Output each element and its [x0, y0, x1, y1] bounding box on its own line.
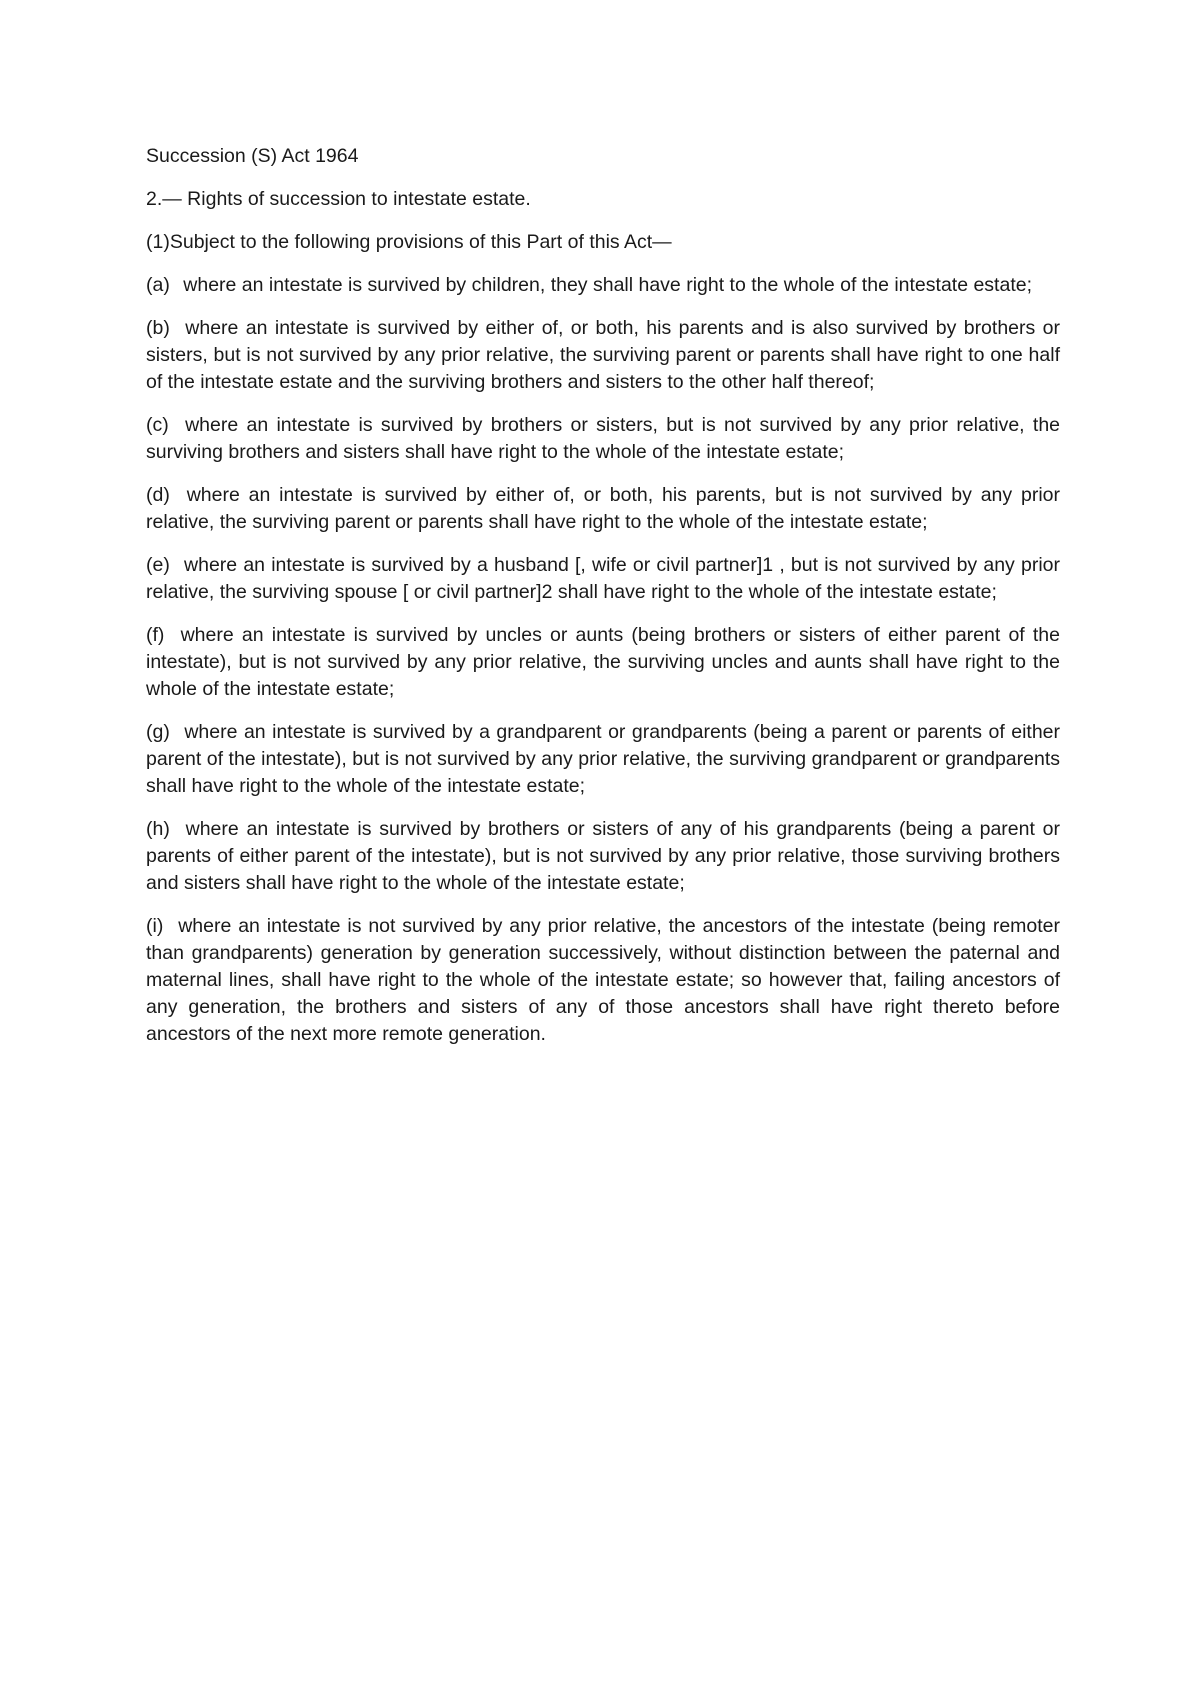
- clause-h: [146, 816, 1060, 897]
- clause-e: [146, 552, 1060, 606]
- clause-label: (e): [146, 554, 170, 576]
- document-title: Succession (S) Act 1964: [146, 145, 359, 167]
- clause-text: where an intestate is survived by uncles or aunts (being brothers or sisters of either parent of the intestate), but is not survived by any prior relative, the surviving uncles and aunts shall have right to the whole of the intestate estate;: [146, 624, 1060, 700]
- document-page: [146, 143, 1060, 1064]
- subsection-label: (1): [146, 231, 170, 253]
- clause-text: where an intestate is survived by brothers or sisters of any of his grandparents (being a parent or parents of either parent of the intestate), but is not survived by any prior relative, those surviving brothers and sisters shall have right to the whole of the intestate estate;: [146, 818, 1060, 894]
- clause-text: where an intestate is survived by brothers or sisters, but is not survived by any prior relative, the surviving brothers and sisters shall have right to the whole of the intestate estate;: [146, 414, 1061, 463]
- subsection-text: Subject to the following provisions of this Part of this Act—: [169, 231, 672, 253]
- clause-label: (c): [146, 414, 169, 436]
- clause-d: [146, 482, 1060, 536]
- clause-text: where an intestate is survived by a grandparent or grandparents (being a parent or parents of either parent of the intestate), but is not survived by any prior relative, the surviving grandparent or grandparents shall have right to the whole of the intestate estate;: [146, 721, 1061, 797]
- clause-label: (b): [146, 317, 170, 339]
- section-heading: 2.— Rights of succession to intestate estate.: [146, 188, 531, 210]
- clause-label: (i): [146, 915, 164, 937]
- clause-a: [146, 272, 1060, 299]
- clause-text: where an intestate is survived by a husband [, wife or civil partner]1 , but is not survived by any prior relative, the surviving spouse [ or civil partner]2 shall have right to the whole of the intestate estate;: [146, 554, 1060, 603]
- clause-g: [146, 719, 1060, 800]
- clause-label: (d): [146, 484, 170, 506]
- clause-label: (f): [146, 624, 165, 646]
- subsection-intro: [146, 229, 1060, 256]
- clause-f: [146, 622, 1060, 703]
- clause-label: (h): [146, 818, 170, 840]
- clause-text: where an intestate is survived by either of, or both, his parents, but is not survived by any prior relative, the surviving parent or parents shall have right to the whole of the intestate estate;: [146, 484, 1060, 533]
- clause-label: (g): [146, 721, 170, 743]
- clause-label: (a): [146, 274, 170, 296]
- clause-text: where an intestate is survived by children, they shall have right to the whole of the intestate estate;: [183, 274, 1033, 296]
- clause-b: [146, 315, 1060, 396]
- clause-text: where an intestate is survived by either of, or both, his parents and is also survived by brothers or sisters, but is not survived by any prior relative, the surviving parent or parents shall have right to one half of the intestate estate and the surviving brothers and sisters to the other half thereof;: [146, 317, 1061, 393]
- clause-text: where an intestate is not survived by any prior relative, the ancestors of the intestate (being remoter than grandparents) generation by generation successively, without distinction between the paternal and maternal lines, shall have right to the whole of the intestate estate; so however that, failing ancestors of any generation, the brothers and sisters of any of those ancestors shall have right thereto before ancestors of the next more remote generation.: [146, 915, 1061, 1045]
- clause-c: [146, 412, 1060, 466]
- clause-i: [146, 913, 1060, 1048]
